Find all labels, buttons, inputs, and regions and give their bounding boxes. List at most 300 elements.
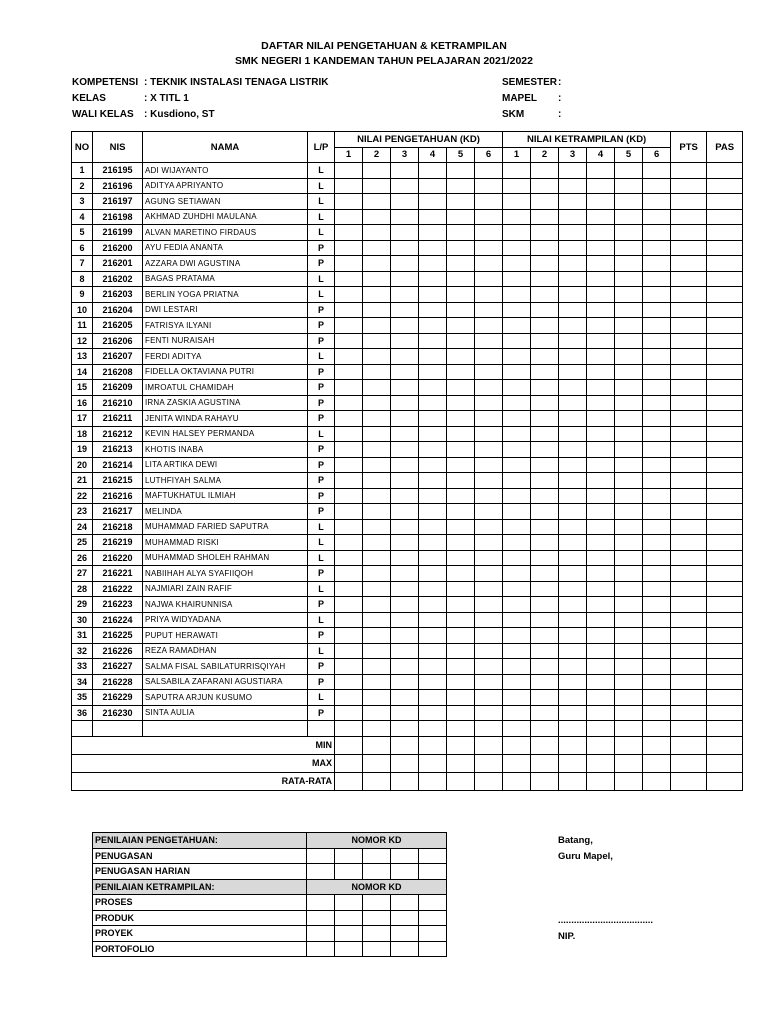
grade-cell[interactable] — [335, 628, 363, 644]
grade-cell[interactable] — [615, 597, 643, 613]
grade-cell[interactable] — [559, 194, 587, 210]
grade-cell[interactable] — [447, 411, 475, 427]
grade-cell[interactable] — [531, 442, 559, 458]
grade-cell[interactable] — [335, 473, 363, 489]
summary-cell[interactable] — [447, 736, 475, 754]
summary-cell[interactable] — [447, 772, 475, 790]
grade-cell[interactable] — [559, 519, 587, 535]
summary-cell[interactable] — [363, 736, 391, 754]
grade-cell[interactable] — [707, 519, 743, 535]
grade-cell[interactable] — [559, 349, 587, 365]
grade-cell[interactable] — [335, 411, 363, 427]
grade-cell[interactable] — [587, 597, 615, 613]
grade-cell[interactable] — [363, 395, 391, 411]
grade-cell[interactable] — [363, 659, 391, 675]
grade-cell[interactable] — [335, 178, 363, 194]
summary-cell[interactable] — [531, 736, 559, 754]
grade-cell[interactable] — [503, 597, 531, 613]
grade-cell[interactable] — [707, 333, 743, 349]
grade-cell[interactable] — [671, 287, 707, 303]
grade-cell[interactable] — [503, 287, 531, 303]
kd-cell[interactable] — [391, 895, 419, 911]
grade-cell[interactable] — [707, 457, 743, 473]
grade-cell[interactable] — [447, 333, 475, 349]
grade-cell[interactable] — [335, 643, 363, 659]
grade-cell[interactable] — [419, 488, 447, 504]
grade-cell[interactable] — [503, 690, 531, 706]
grade-cell[interactable] — [559, 271, 587, 287]
grade-cell[interactable] — [559, 426, 587, 442]
grade-cell[interactable] — [671, 318, 707, 334]
grade-cell[interactable] — [447, 163, 475, 179]
grade-cell[interactable] — [559, 442, 587, 458]
grade-cell[interactable] — [447, 209, 475, 225]
grade-cell[interactable] — [559, 318, 587, 334]
grade-cell[interactable] — [615, 411, 643, 427]
grade-cell[interactable] — [391, 318, 419, 334]
grade-cell[interactable] — [531, 643, 559, 659]
grade-cell[interactable] — [531, 256, 559, 272]
summary-cell[interactable] — [671, 754, 707, 772]
grade-cell[interactable] — [363, 302, 391, 318]
grade-cell[interactable] — [587, 209, 615, 225]
grade-cell[interactable] — [419, 364, 447, 380]
grade-cell[interactable] — [335, 287, 363, 303]
grade-cell[interactable] — [671, 705, 707, 721]
grade-cell[interactable] — [559, 302, 587, 318]
grade-cell[interactable] — [391, 333, 419, 349]
grade-cell[interactable] — [363, 566, 391, 582]
grade-cell[interactable] — [587, 674, 615, 690]
grade-cell[interactable] — [391, 364, 419, 380]
grade-cell[interactable] — [419, 705, 447, 721]
summary-cell[interactable] — [391, 736, 419, 754]
grade-cell[interactable] — [707, 318, 743, 334]
grade-cell[interactable] — [615, 302, 643, 318]
summary-cell[interactable] — [531, 754, 559, 772]
grade-cell[interactable] — [643, 240, 671, 256]
grade-cell[interactable] — [447, 271, 475, 287]
grade-cell[interactable] — [643, 442, 671, 458]
grade-cell[interactable] — [335, 612, 363, 628]
grade-cell[interactable] — [587, 690, 615, 706]
grade-cell[interactable] — [707, 411, 743, 427]
grade-cell[interactable] — [707, 395, 743, 411]
grade-cell[interactable] — [475, 225, 503, 241]
grade-cell[interactable] — [419, 643, 447, 659]
grade-cell[interactable] — [615, 225, 643, 241]
summary-cell[interactable] — [335, 772, 363, 790]
kd-cell[interactable] — [363, 910, 391, 926]
grade-cell[interactable] — [503, 395, 531, 411]
grade-cell[interactable] — [447, 256, 475, 272]
grade-cell[interactable] — [503, 209, 531, 225]
kd-cell[interactable] — [419, 910, 447, 926]
grade-cell[interactable] — [671, 395, 707, 411]
grade-cell[interactable] — [503, 581, 531, 597]
grade-cell[interactable] — [475, 256, 503, 272]
grade-cell[interactable] — [503, 705, 531, 721]
grade-cell[interactable] — [643, 178, 671, 194]
grade-cell[interactable] — [335, 442, 363, 458]
grade-cell[interactable] — [503, 473, 531, 489]
grade-cell[interactable] — [391, 473, 419, 489]
grade-cell[interactable] — [335, 457, 363, 473]
grade-cell[interactable] — [475, 628, 503, 644]
grade-cell[interactable] — [707, 643, 743, 659]
summary-cell[interactable] — [643, 772, 671, 790]
grade-cell[interactable] — [707, 442, 743, 458]
grade-cell[interactable] — [475, 690, 503, 706]
grade-cell[interactable] — [707, 705, 743, 721]
grade-cell[interactable] — [447, 705, 475, 721]
grade-cell[interactable] — [531, 705, 559, 721]
grade-cell[interactable] — [475, 426, 503, 442]
grade-cell[interactable] — [671, 519, 707, 535]
grade-cell[interactable] — [587, 411, 615, 427]
grade-cell[interactable] — [671, 209, 707, 225]
grade-cell[interactable] — [391, 256, 419, 272]
grade-cell[interactable] — [587, 349, 615, 365]
grade-cell[interactable] — [391, 581, 419, 597]
grade-cell[interactable] — [419, 659, 447, 675]
grade-cell[interactable] — [475, 659, 503, 675]
grade-cell[interactable] — [559, 411, 587, 427]
summary-cell[interactable] — [335, 736, 363, 754]
grade-cell[interactable] — [447, 194, 475, 210]
grade-cell[interactable] — [643, 566, 671, 582]
grade-cell[interactable] — [475, 380, 503, 396]
grade-cell[interactable] — [335, 674, 363, 690]
grade-cell[interactable] — [475, 674, 503, 690]
grade-cell[interactable] — [531, 287, 559, 303]
grade-cell[interactable] — [391, 225, 419, 241]
grade-cell[interactable] — [475, 333, 503, 349]
grade-cell[interactable] — [615, 349, 643, 365]
grade-cell[interactable] — [335, 535, 363, 551]
grade-cell[interactable] — [363, 535, 391, 551]
summary-cell[interactable] — [391, 754, 419, 772]
grade-cell[interactable] — [559, 504, 587, 520]
kd-cell[interactable] — [419, 848, 447, 864]
grade-cell[interactable] — [615, 194, 643, 210]
grade-cell[interactable] — [587, 178, 615, 194]
grade-cell[interactable] — [707, 566, 743, 582]
summary-cell[interactable] — [475, 772, 503, 790]
summary-cell[interactable] — [475, 754, 503, 772]
grade-cell[interactable] — [559, 178, 587, 194]
summary-cell[interactable] — [559, 772, 587, 790]
grade-cell[interactable] — [531, 674, 559, 690]
kd-cell[interactable] — [335, 895, 363, 911]
kd-cell[interactable] — [391, 910, 419, 926]
grade-cell[interactable] — [587, 271, 615, 287]
summary-cell[interactable] — [419, 772, 447, 790]
grade-cell[interactable] — [559, 597, 587, 613]
grade-cell[interactable] — [335, 581, 363, 597]
grade-cell[interactable] — [531, 178, 559, 194]
grade-cell[interactable] — [419, 271, 447, 287]
grade-cell[interactable] — [643, 659, 671, 675]
grade-cell[interactable] — [707, 674, 743, 690]
grade-cell[interactable] — [503, 256, 531, 272]
summary-cell[interactable] — [615, 754, 643, 772]
grade-cell[interactable] — [531, 628, 559, 644]
grade-cell[interactable] — [391, 488, 419, 504]
grade-cell[interactable] — [419, 442, 447, 458]
grade-cell[interactable] — [615, 364, 643, 380]
grade-cell[interactable] — [559, 256, 587, 272]
grade-cell[interactable] — [419, 566, 447, 582]
grade-cell[interactable] — [419, 209, 447, 225]
grade-cell[interactable] — [419, 163, 447, 179]
grade-cell[interactable] — [671, 178, 707, 194]
grade-cell[interactable] — [391, 612, 419, 628]
grade-cell[interactable] — [363, 690, 391, 706]
grade-cell[interactable] — [615, 581, 643, 597]
kd-cell[interactable] — [307, 910, 335, 926]
grade-cell[interactable] — [363, 349, 391, 365]
grade-cell[interactable] — [503, 380, 531, 396]
grade-cell[interactable] — [559, 364, 587, 380]
grade-cell[interactable] — [531, 271, 559, 287]
grade-cell[interactable] — [335, 364, 363, 380]
grade-cell[interactable] — [335, 659, 363, 675]
grade-cell[interactable] — [503, 612, 531, 628]
grade-cell[interactable] — [335, 240, 363, 256]
grade-cell[interactable] — [419, 411, 447, 427]
summary-cell[interactable] — [475, 736, 503, 754]
grade-cell[interactable] — [615, 426, 643, 442]
grade-cell[interactable] — [615, 333, 643, 349]
grade-cell[interactable] — [419, 504, 447, 520]
grade-cell[interactable] — [643, 628, 671, 644]
grade-cell[interactable] — [671, 256, 707, 272]
grade-cell[interactable] — [671, 364, 707, 380]
summary-cell[interactable] — [587, 772, 615, 790]
grade-cell[interactable] — [615, 504, 643, 520]
grade-cell[interactable] — [391, 194, 419, 210]
grade-cell[interactable] — [707, 690, 743, 706]
grade-cell[interactable] — [391, 349, 419, 365]
kd-cell[interactable] — [363, 926, 391, 942]
grade-cell[interactable] — [587, 535, 615, 551]
summary-cell[interactable] — [503, 754, 531, 772]
summary-cell[interactable] — [615, 736, 643, 754]
grade-cell[interactable] — [363, 271, 391, 287]
grade-cell[interactable] — [335, 333, 363, 349]
grade-cell[interactable] — [335, 597, 363, 613]
grade-cell[interactable] — [363, 178, 391, 194]
grade-cell[interactable] — [447, 225, 475, 241]
grade-cell[interactable] — [419, 612, 447, 628]
grade-cell[interactable] — [615, 271, 643, 287]
grade-cell[interactable] — [447, 287, 475, 303]
grade-cell[interactable] — [587, 302, 615, 318]
grade-cell[interactable] — [531, 597, 559, 613]
summary-cell[interactable] — [707, 772, 743, 790]
grade-cell[interactable] — [475, 395, 503, 411]
grade-cell[interactable] — [503, 240, 531, 256]
grade-cell[interactable] — [475, 318, 503, 334]
kd-cell[interactable] — [363, 848, 391, 864]
grade-cell[interactable] — [363, 256, 391, 272]
grade-cell[interactable] — [587, 225, 615, 241]
grade-cell[interactable] — [447, 442, 475, 458]
grade-cell[interactable] — [587, 488, 615, 504]
grade-cell[interactable] — [419, 194, 447, 210]
grade-cell[interactable] — [587, 473, 615, 489]
grade-cell[interactable] — [615, 519, 643, 535]
grade-cell[interactable] — [671, 163, 707, 179]
grade-cell[interactable] — [447, 550, 475, 566]
grade-cell[interactable] — [503, 488, 531, 504]
grade-cell[interactable] — [615, 550, 643, 566]
grade-cell[interactable] — [447, 473, 475, 489]
grade-cell[interactable] — [615, 256, 643, 272]
grade-cell[interactable] — [531, 333, 559, 349]
grade-cell[interactable] — [643, 349, 671, 365]
grade-cell[interactable] — [671, 690, 707, 706]
grade-cell[interactable] — [559, 659, 587, 675]
grade-cell[interactable] — [363, 225, 391, 241]
grade-cell[interactable] — [335, 519, 363, 535]
grade-cell[interactable] — [335, 550, 363, 566]
grade-cell[interactable] — [475, 163, 503, 179]
grade-cell[interactable] — [363, 318, 391, 334]
grade-cell[interactable] — [587, 442, 615, 458]
grade-cell[interactable] — [671, 333, 707, 349]
grade-cell[interactable] — [615, 240, 643, 256]
grade-cell[interactable] — [643, 426, 671, 442]
grade-cell[interactable] — [475, 209, 503, 225]
grade-cell[interactable] — [503, 194, 531, 210]
grade-cell[interactable] — [419, 178, 447, 194]
grade-cell[interactable] — [335, 225, 363, 241]
grade-cell[interactable] — [447, 349, 475, 365]
grade-cell[interactable] — [531, 612, 559, 628]
grade-cell[interactable] — [475, 349, 503, 365]
grade-cell[interactable] — [391, 163, 419, 179]
grade-cell[interactable] — [419, 256, 447, 272]
grade-cell[interactable] — [447, 597, 475, 613]
grade-cell[interactable] — [671, 504, 707, 520]
kd-cell[interactable] — [307, 848, 335, 864]
grade-cell[interactable] — [475, 519, 503, 535]
grade-cell[interactable] — [671, 349, 707, 365]
grade-cell[interactable] — [707, 256, 743, 272]
grade-cell[interactable] — [643, 457, 671, 473]
grade-cell[interactable] — [615, 209, 643, 225]
grade-cell[interactable] — [391, 442, 419, 458]
grade-cell[interactable] — [363, 194, 391, 210]
grade-cell[interactable] — [531, 535, 559, 551]
grade-cell[interactable] — [615, 690, 643, 706]
grade-cell[interactable] — [531, 194, 559, 210]
grade-cell[interactable] — [643, 674, 671, 690]
summary-cell[interactable] — [363, 754, 391, 772]
grade-cell[interactable] — [707, 488, 743, 504]
grade-cell[interactable] — [363, 597, 391, 613]
grade-cell[interactable] — [363, 628, 391, 644]
grade-cell[interactable] — [503, 628, 531, 644]
grade-cell[interactable] — [363, 581, 391, 597]
grade-cell[interactable] — [447, 380, 475, 396]
grade-cell[interactable] — [531, 473, 559, 489]
grade-cell[interactable] — [587, 318, 615, 334]
grade-cell[interactable] — [643, 643, 671, 659]
grade-cell[interactable] — [559, 566, 587, 582]
grade-cell[interactable] — [503, 163, 531, 179]
summary-cell[interactable] — [587, 736, 615, 754]
kd-cell[interactable] — [335, 910, 363, 926]
grade-cell[interactable] — [531, 209, 559, 225]
grade-cell[interactable] — [587, 426, 615, 442]
grade-cell[interactable] — [447, 240, 475, 256]
grade-cell[interactable] — [559, 643, 587, 659]
grade-cell[interactable] — [531, 225, 559, 241]
grade-cell[interactable] — [475, 504, 503, 520]
grade-cell[interactable] — [447, 457, 475, 473]
grade-cell[interactable] — [503, 333, 531, 349]
grade-cell[interactable] — [335, 209, 363, 225]
grade-cell[interactable] — [447, 488, 475, 504]
grade-cell[interactable] — [643, 163, 671, 179]
grade-cell[interactable] — [615, 566, 643, 582]
grade-cell[interactable] — [447, 581, 475, 597]
kd-cell[interactable] — [335, 941, 363, 957]
grade-cell[interactable] — [475, 473, 503, 489]
grade-cell[interactable] — [419, 690, 447, 706]
grade-cell[interactable] — [475, 535, 503, 551]
grade-cell[interactable] — [559, 457, 587, 473]
grade-cell[interactable] — [643, 395, 671, 411]
grade-cell[interactable] — [707, 163, 743, 179]
grade-cell[interactable] — [587, 287, 615, 303]
grade-cell[interactable] — [559, 225, 587, 241]
grade-cell[interactable] — [419, 581, 447, 597]
grade-cell[interactable] — [503, 302, 531, 318]
grade-cell[interactable] — [587, 395, 615, 411]
grade-cell[interactable] — [475, 287, 503, 303]
grade-cell[interactable] — [559, 209, 587, 225]
grade-cell[interactable] — [615, 178, 643, 194]
grade-cell[interactable] — [615, 535, 643, 551]
grade-cell[interactable] — [587, 504, 615, 520]
grade-cell[interactable] — [475, 612, 503, 628]
grade-cell[interactable] — [335, 566, 363, 582]
grade-cell[interactable] — [559, 705, 587, 721]
grade-cell[interactable] — [531, 240, 559, 256]
grade-cell[interactable] — [615, 318, 643, 334]
grade-cell[interactable] — [503, 178, 531, 194]
grade-cell[interactable] — [671, 473, 707, 489]
grade-cell[interactable] — [671, 612, 707, 628]
summary-cell[interactable] — [671, 736, 707, 754]
kd-cell[interactable] — [307, 941, 335, 957]
grade-cell[interactable] — [559, 612, 587, 628]
grade-cell[interactable] — [363, 287, 391, 303]
grade-cell[interactable] — [707, 628, 743, 644]
summary-cell[interactable] — [391, 772, 419, 790]
grade-cell[interactable] — [475, 550, 503, 566]
grade-cell[interactable] — [503, 318, 531, 334]
grade-cell[interactable] — [559, 535, 587, 551]
grade-cell[interactable] — [559, 550, 587, 566]
grade-cell[interactable] — [391, 271, 419, 287]
grade-cell[interactable] — [503, 271, 531, 287]
grade-cell[interactable] — [587, 240, 615, 256]
